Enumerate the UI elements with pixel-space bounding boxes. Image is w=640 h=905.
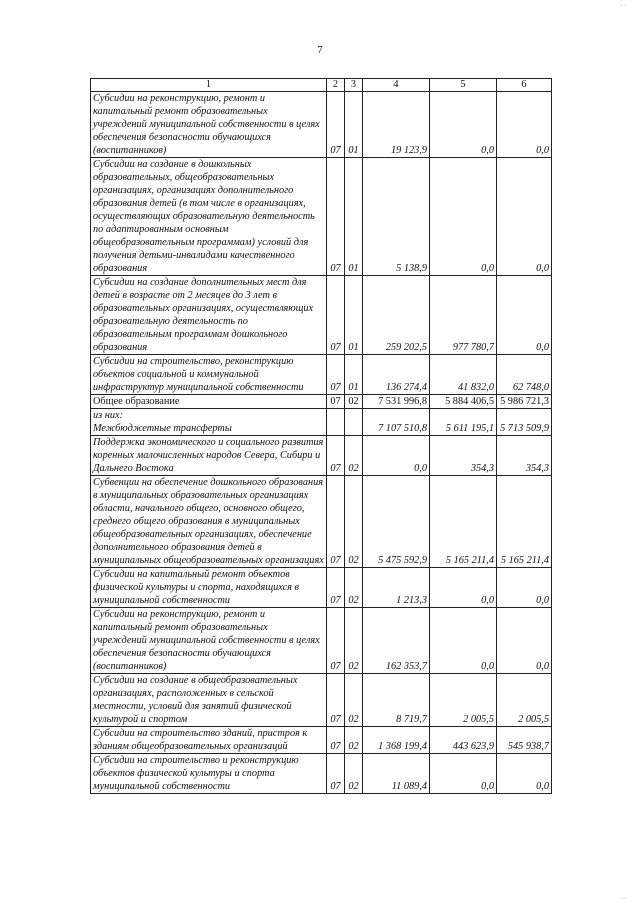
cell-name: Поддержка экономического и социального развития коренных малочисленных народов Севера, Сибири и Дальнего Востока xyxy=(91,436,327,476)
cell-value-5: 0,0 xyxy=(430,754,497,794)
cell-value-6: 545 938,7 xyxy=(497,727,552,754)
page-number: 7 xyxy=(317,44,323,56)
cell-section: 07 xyxy=(327,674,345,727)
cell-value-6: 5 713 509,9 xyxy=(497,409,552,436)
col-header-6: 6 xyxy=(497,79,552,92)
cell-subsection: 02 xyxy=(345,476,363,568)
budget-table xyxy=(90,78,552,794)
cell-subsection: 02 xyxy=(345,754,363,794)
cell-subsection: 02 xyxy=(345,395,363,409)
cell-subsection: 02 xyxy=(345,727,363,754)
cell-value-4: 162 353,7 xyxy=(363,608,430,674)
cell-section: 07 xyxy=(327,158,345,276)
col-header-5: 5 xyxy=(430,79,497,92)
cell-value-6: 0,0 xyxy=(497,276,552,355)
table-row xyxy=(91,754,552,794)
cell-name: Субвенции на обеспечение дошкольного образования в муниципальных образовательных организациях области, начального общего, основного общего, среднего общего образования в муниципальных общеобразовательных организациях, обеспечение дополнительного образования детей в муниципальных общеобразовательных организациях xyxy=(91,476,327,568)
cell-value-5: 5 165 211,4 xyxy=(430,476,497,568)
cell-value-5: 977 780,7 xyxy=(430,276,497,355)
cell-section: 07 xyxy=(327,568,345,608)
cell-value-4: 136 274,4 xyxy=(363,355,430,395)
cell-value-6: 354,3 xyxy=(497,436,552,476)
cell-value-6: 0,0 xyxy=(497,754,552,794)
cell-section: 07 xyxy=(327,436,345,476)
cell-value-6: 62 748,0 xyxy=(497,355,552,395)
cell-value-4: 5 138,9 xyxy=(363,158,430,276)
cell-subsection: 01 xyxy=(345,158,363,276)
table-row xyxy=(91,608,552,674)
cell-value-5: 0,0 xyxy=(430,608,497,674)
cell-section: 07 xyxy=(327,395,345,409)
cell-value-4: 11 089,4 xyxy=(363,754,430,794)
cell-subsection: 01 xyxy=(345,92,363,158)
cell-value-5: 5 884 406,5 xyxy=(430,395,497,409)
cell-section: 07 xyxy=(327,608,345,674)
cell-value-5: 41 832,0 xyxy=(430,355,497,395)
cell-name: Субсидии на строительство, реконструкцию объектов социальной и коммунальной инфраструктур муниципальной собственности xyxy=(91,355,327,395)
table-row xyxy=(91,674,552,727)
cell-value-4: 7 531 996,8 xyxy=(363,395,430,409)
cell-subsection: 02 xyxy=(345,608,363,674)
cell-name: Субсидии на создание в дошкольных образовательных, общеобразовательных организациях, организациях дополнительного образования детей (в том числе в организациях, осуществляющих образовательную деятельность по адаптированным основным общеобразовательным программам) условий для получения детьми-инвалидами качественного образования xyxy=(91,158,327,276)
cell-subsection: 01 xyxy=(345,355,363,395)
table-row xyxy=(91,727,552,754)
col-header-2: 2 xyxy=(327,79,345,92)
cell-value-4: 5 475 592,9 xyxy=(363,476,430,568)
cell-name: Субсидии на реконструкцию, ремонт и капитальный ремонт образовательных учреждений муниципальной собственности в целях обеспечения безопасности обучающихся (воспитанников) xyxy=(91,92,327,158)
cell-name: Субсидии на строительство зданий, пристроя к зданиям общеобразовательных организаций xyxy=(91,727,327,754)
cell-value-6: 0,0 xyxy=(497,608,552,674)
cell-subsection: 02 xyxy=(345,568,363,608)
header-row xyxy=(91,79,552,92)
cell-value-6: 0,0 xyxy=(497,92,552,158)
cell-name: Субсидии на строительство и реконструкцию объектов физической культуры и спорта муниципальной собственности xyxy=(91,754,327,794)
cell-section xyxy=(327,409,345,436)
col-header-1: 1 xyxy=(91,79,327,92)
cell-value-4: 0,0 xyxy=(363,436,430,476)
table-row xyxy=(91,92,552,158)
cell-value-6: 0,0 xyxy=(497,568,552,608)
top-right-mark: · · xyxy=(620,3,626,9)
cell-value-4: 8 719,7 xyxy=(363,674,430,727)
cell-name: из них: Межбюджетные трансферты xyxy=(91,409,327,436)
cell-value-6: 5 165 211,4 xyxy=(497,476,552,568)
cell-value-5: 2 005,5 xyxy=(430,674,497,727)
cell-subsection: 02 xyxy=(345,674,363,727)
cell-value-4: 1 368 199,4 xyxy=(363,727,430,754)
cell-name: Субсидии на реконструкцию, ремонт и капитальный ремонт образовательных учреждений муниципальной собственности в целях обеспечения безопасности обучающихся (воспитанников) xyxy=(91,608,327,674)
table-row xyxy=(91,276,552,355)
cell-value-5: 5 611 195,1 xyxy=(430,409,497,436)
cell-section: 07 xyxy=(327,476,345,568)
table-row xyxy=(91,395,552,409)
cell-section: 07 xyxy=(327,355,345,395)
table-row xyxy=(91,158,552,276)
cell-value-4: 259 202,5 xyxy=(363,276,430,355)
cell-value-4: 19 123,9 xyxy=(363,92,430,158)
cell-subsection: 02 xyxy=(345,436,363,476)
cell-name: Общее образование xyxy=(91,395,327,409)
cell-value-5: 0,0 xyxy=(430,568,497,608)
table-row xyxy=(91,355,552,395)
table-row xyxy=(91,409,552,436)
bottom-right-mark: · · xyxy=(620,896,626,902)
table-row xyxy=(91,476,552,568)
cell-section: 07 xyxy=(327,754,345,794)
table-row xyxy=(91,568,552,608)
cell-name: Субсидии на создание дополнительных мест для детей в возрасте от 2 месяцев до 3 лет в образовательных организациях, осуществляющих образовательную деятельность по образовательным программам дошкольного образования xyxy=(91,276,327,355)
cell-value-4: 1 213,3 xyxy=(363,568,430,608)
cell-subsection xyxy=(345,409,363,436)
cell-section: 07 xyxy=(327,92,345,158)
cell-name: Субсидии на капитальный ремонт объектов физической культуры и спорта, находящихся в муниципальной собственности xyxy=(91,568,327,608)
cell-section: 07 xyxy=(327,276,345,355)
cell-name: Субсидии на создание в общеобразовательных организациях, расположенных в сельской местности, условий для занятий физической культурой и спортом xyxy=(91,674,327,727)
col-header-3: 3 xyxy=(345,79,363,92)
cell-value-5: 0,0 xyxy=(430,158,497,276)
cell-section: 07 xyxy=(327,727,345,754)
cell-value-5: 354,3 xyxy=(430,436,497,476)
cell-value-5: 0,0 xyxy=(430,92,497,158)
cell-subsection: 01 xyxy=(345,276,363,355)
cell-value-6: 2 005,5 xyxy=(497,674,552,727)
col-header-4: 4 xyxy=(363,79,430,92)
cell-value-6: 5 986 721,3 xyxy=(497,395,552,409)
table-row xyxy=(91,436,552,476)
cell-value-6: 0,0 xyxy=(497,158,552,276)
cell-value-4: 7 107 510,8 xyxy=(363,409,430,436)
cell-value-5: 443 623,9 xyxy=(430,727,497,754)
